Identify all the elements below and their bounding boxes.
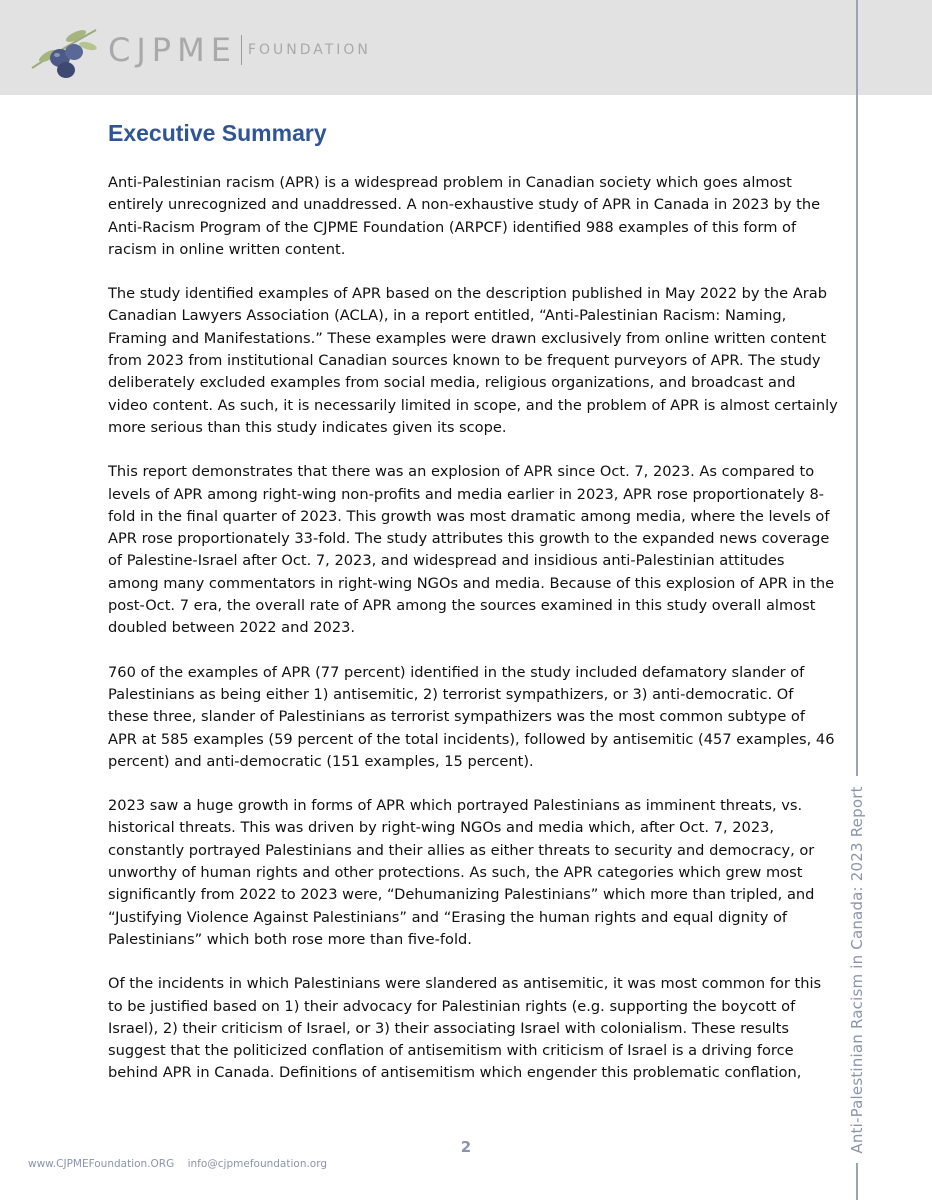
logo-text: CJPME <box>108 31 237 69</box>
paragraph-2: The study identified examples of APR based on the description published in May 2022 by the Arab Canadian Lawyers Association (ACLA), in a report entitled, “Anti-Palestinian Racism: Naming, Framing and Manifestations.” These examples were drawn exclusively from online written content from 2023 from institutional Canadian sources known to be frequent purveyors of APR. The study deliberately excluded examples from social media, religious organizations, and broadcast and video content. As such, it is necessarily limited in scope, and the problem of APR is almost certainly more serious than this study indicates given its scope. <box>108 285 838 436</box>
paragraph-4: 760 of the examples of APR (77 percent) identified in the study included defamatory slander of Palestinians as being either 1) antisemitic, 2) terrorist sympathizers, or 3) anti-democratic. Of these three, slander of Palestinians as terrorist sympathizers was the most common subtype of APR at 585 examples (59 percent of the total incidents), followed by antisemitic (457 examples, 46 percent) and anti-democratic (151 examples, 15 percent). <box>108 663 835 770</box>
paragraph-3: This report demonstrates that there was an explosion of APR since Oct. 7, 2023. As compared to levels of APR among right-wing non-profits and media earlier in 2023, APR rose proportionately 8-fold in the final quarter of 2023. This growth was most dramatic among media, where the levels of APR rose proportionately 33-fold. The study attributes this growth to the expanded news coverage of Palestine-Israel after Oct. 7, 2023, and widespread and insidious anti-Palestinian attitudes among many commentators in right-wing NGOs and media. Because of this explosion of APR in the post-Oct. 7 era, the overall rate of APR among the sources examined in this study overall almost doubled between 2022 and 2023. <box>108 463 835 637</box>
cjpme-foundation-logo <box>30 20 371 80</box>
paragraph-6: Of the incidents in which Palestinians were slandered as antisemitic, it was most common for this to be justified based on 1) their advocacy for Palestinian rights (e.g. supporting the boycott of Israel), 2) their criticism of Israel, or 3) their associating Israel with colonialism. These results suggest that the politicized conflation of antisemitism with criticism of Israel is a driving force behind APR in Canada. Definitions of antisemitism which engender this problematic conflation, <box>108 975 822 1082</box>
paragraph-5: 2023 saw a huge growth in forms of APR which portrayed Palestinians as imminent threats, vs. historical threats. This was driven by right-wing NGOs and media which, after Oct. 7, 2023, constantly portrayed Palestinians and their allies as either threats to security and democracy, or unworthy of human rights and other protections. As such, the APR categories which grew most significantly from 2022 to 2023 were, “Dehumanizing Palestinians” which more than tripled, and “Justifying Violence Against Palestinians” and “Erasing the human rights and equal dignity of Palestinians” which both rose more than five-fold. <box>108 797 815 948</box>
sidebar-rule-top <box>856 0 858 776</box>
report-side-label: Anti-Palestinian Racism in Canada: 2023 Report <box>848 786 866 1154</box>
logo-divider <box>241 35 242 65</box>
olive-branch-icon <box>30 20 100 80</box>
sidebar-rule-bottom <box>856 1163 858 1200</box>
footer-contact <box>28 1158 327 1170</box>
body-text <box>108 172 838 1107</box>
paragraph-1: Anti-Palestinian racism (APR) is a widespread problem in Canadian society which goes almost entirely unrecognized and unaddressed. A non-exhaustive study of APR in Canada in 2023 by the Anti-Racism Program of the CJPME Foundation (ARPCF) identified 988 examples of this form of racism in online written content. <box>108 174 821 258</box>
logo-subtext: FOUNDATION <box>247 42 371 58</box>
email-link[interactable]: info@cjpmefoundation.org <box>187 1158 328 1170</box>
website-link[interactable]: www.CJPMEFoundation.ORG <box>28 1158 175 1170</box>
page-number: 2 <box>460 1138 472 1156</box>
page-title: Executive Summary <box>108 120 327 146</box>
